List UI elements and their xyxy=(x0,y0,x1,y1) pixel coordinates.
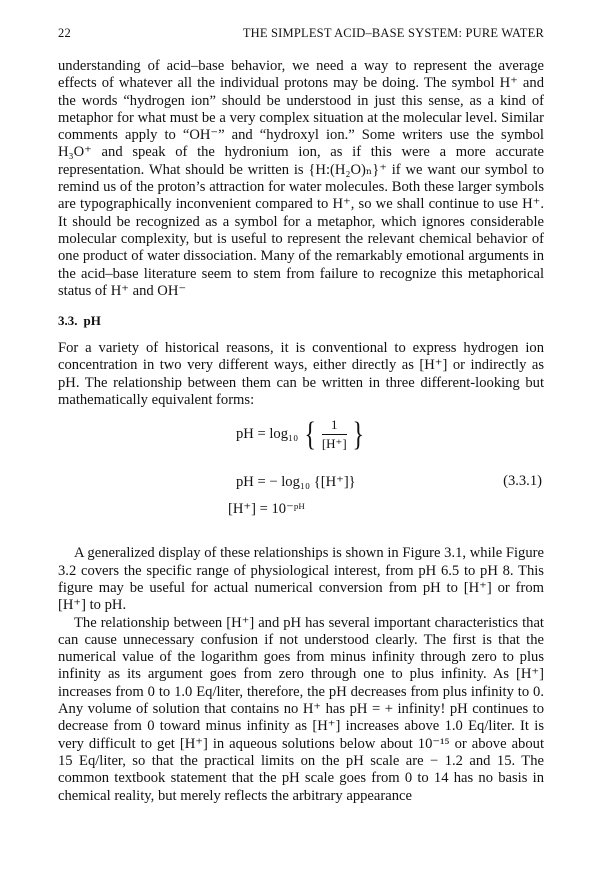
fraction-denominator: [H⁺] xyxy=(321,436,347,452)
paragraph-figures: A generalized display of these relationships is shown in Figure 3.1, while Figure 3.2 covers the specific range of physiological interest, from pH 6.5 to pH 8. This figure may be useful for actual numerical conversion from pH to [H⁺] or from [H⁺] to pH. xyxy=(58,545,544,614)
equation-block xyxy=(58,413,544,539)
equation-ph-neg-log: pH = − log₁₀ {[H⁺]} xyxy=(236,474,356,491)
running-header xyxy=(58,26,544,46)
equation-number: (3.3.1) xyxy=(503,473,542,490)
paragraph-characteristics: The relationship between [H⁺] and pH has several important characteristics that can cause unnecessary confusion if not understood clearly. The first is that the numerical value of the logarithm goes from minus infinity through zero to plus infinity as its argument goes from zero through one to plus infinity. As [H⁺] increases from 0 to 1.0 Eq/liter, therefore, the pH decreases from plus infinity to 0. Any volume of solution that contains no H⁺ has pH = + infinity! pH continues to decrease from 0 toward minus infinity as [H⁺] increases above 1.0 Eq/liter. It is very difficult to get [H⁺] in aqueous solutions below about 10⁻¹⁵ or above about 15 Eq/liter, so that the practical limits on the pH scale are − 1.2 and 15. The common textbook statement that the pH scale goes from 0 to 14 has no basis in chemical reality, but merely reflects the arbitrary appearance xyxy=(58,614,544,804)
running-title: THE SIMPLEST ACID–BASE SYSTEM: PURE WATER xyxy=(242,26,544,40)
paragraph-protons-metaphor: understanding of acid–base behavior, we need a way to represent the average effects of whatever all the individual protons may be doing. The symbol H⁺ and the words “hydrogen ion” should be understood in just this sense, as a kind of metaphor for what must be a very complex situation at the molecular level. Similar comments apply to “OH⁻” and “hydroxyl ion.” Some writers use the symbol H₃O⁺ and speak of the hydronium ion, as if this were a more accurate representation. What should be written is {H:(H₂O)ₙ}⁺ if we want our symbol to remind us of the proton’s attraction for water molecules. Both these larger symbols are typographically inconvenient compared to H⁺, so we shall continue to use H⁺. It should be recognized as a symbol for a metaphor, which ignores considerable molecular complexity, but is useful to represent the relevant chemical behavior of one product of water dissociation. Many of the remarkably emotional arguments in the acid–base literature seem to stem from failure to recognize this metaphorical status of H⁺ and OH⁻ xyxy=(58,58,544,299)
section-number: 3.3. xyxy=(58,313,78,329)
fraction-numerator: 1 xyxy=(322,417,347,435)
fraction xyxy=(322,417,347,452)
section-title: pH xyxy=(83,313,101,329)
right-brace: } xyxy=(352,415,365,453)
paragraph-ph-intro: For a variety of historical reasons, it is conventional to express hydrogen ion concentration in two very different ways, either directly as [H⁺] or indirectly as pH. The relationship between them can be written in three different-looking but mathematically equivalent forms: xyxy=(58,340,544,409)
page-number: 22 xyxy=(58,26,71,40)
equation-1-lhs: pH = log₁₀ xyxy=(236,426,299,443)
page xyxy=(58,26,544,805)
section-heading xyxy=(58,313,544,329)
equation-ph-log-reciprocal xyxy=(236,417,367,452)
left-brace: { xyxy=(304,415,316,453)
equation-h-concentration: [H⁺] = 10⁻ᵖᴴ xyxy=(228,501,305,518)
